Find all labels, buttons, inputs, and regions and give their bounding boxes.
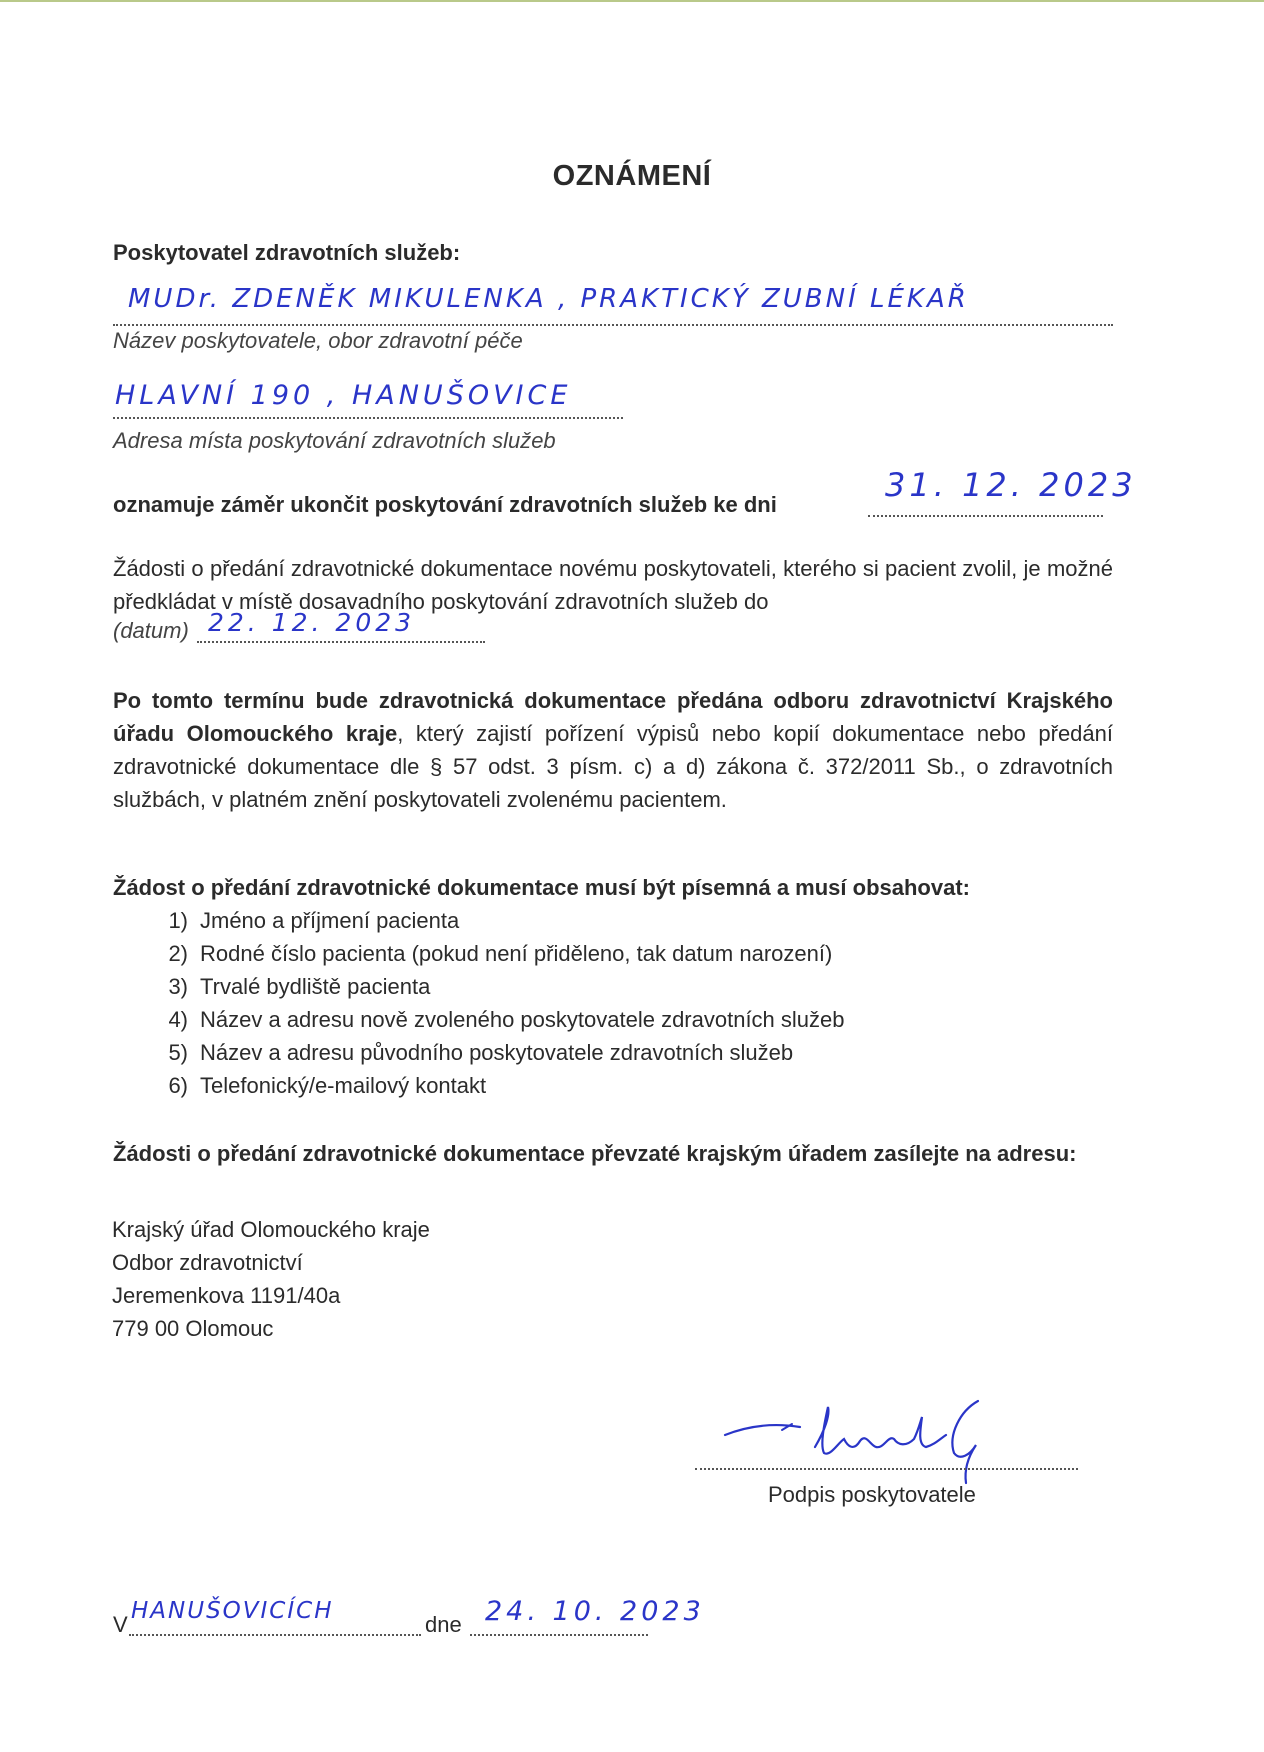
transfer-paragraph xyxy=(113,684,1113,816)
end-date-handwritten: 31. 12. 2023 xyxy=(885,466,1137,504)
list-item-text: Telefonický/e-mailový kontakt xyxy=(200,1073,487,1098)
place-prefix: V xyxy=(113,1612,128,1637)
scan-edge xyxy=(0,0,1264,2)
list-item xyxy=(148,1003,845,1036)
list-item-number: 5) xyxy=(168,1040,188,1065)
list-item-text: Název a adresu původního poskytovatele zdravotních služeb xyxy=(200,1040,794,1065)
list-item-text: Rodné číslo pacienta (pokud není přiděleno, tak datum narození) xyxy=(200,941,833,966)
place-handwritten: HANUŠOVICÍCH xyxy=(131,1598,334,1624)
list-item-number: 3) xyxy=(168,974,188,999)
signature-image xyxy=(720,1395,1060,1485)
page-title: OZNÁMENÍ xyxy=(552,160,712,192)
office-address-line: 779 00 Olomouc xyxy=(112,1316,274,1341)
signature-line xyxy=(695,1450,1078,1470)
office-address-line: Krajský úřad Olomouckého kraje xyxy=(112,1217,430,1242)
request-deadline-handwritten: 22. 12. 2023 xyxy=(208,608,416,637)
list-item xyxy=(148,904,845,937)
date-prefix: dne xyxy=(425,1612,462,1637)
provider-name-handwritten: MUDr. ZDENĚK MIKULENKA , PRAKTICKÝ ZUBNÍ LÉKAŘ xyxy=(128,284,969,314)
end-notice-label: oznamuje záměr ukončit poskytování zdravotních služeb ke dni xyxy=(113,492,777,517)
send-heading: Žádosti o předání zdravotnické dokumentace převzaté krajským úřadem zasílejte na adresu: xyxy=(113,1141,1077,1166)
list-item xyxy=(148,1069,845,1102)
list-item xyxy=(148,937,845,970)
list-item-number: 2) xyxy=(168,941,188,966)
transfer-paragraph-rest: , který zajistí pořízení výpisů nebo kopií dokumentace nebo předání zdravotnické dokumentace dle § 57 odst. 3 písm. c) a d) zákona č. 372/2011 Sb., o zdravotních službách, v platném znění poskytovateli zvolenému pacientem. xyxy=(113,721,1113,812)
requirements-heading: Žádost o předání zdravotnické dokumentace musí být písemná a musí obsahovat: xyxy=(113,875,970,900)
provider-name-caption: Název poskytovatele, obor zdravotní péče xyxy=(113,328,523,353)
address-handwritten: HLAVNÍ 190 , HANUŠOVICE xyxy=(115,380,572,411)
office-address-line: Odbor zdravotnictví xyxy=(112,1250,303,1275)
list-item-text: Jméno a příjmení pacienta xyxy=(200,908,460,933)
datum-label: (datum) xyxy=(113,618,189,643)
list-item xyxy=(148,970,845,1003)
list-item-number: 1) xyxy=(168,908,188,933)
requirements-list xyxy=(148,904,845,1102)
list-item-text: Název a adresu nově zvoleného poskytovatele zdravotních služeb xyxy=(200,1007,845,1032)
transfer-paragraph-bold: Po tomto termínu bude zdravotnická dokumentace předána odboru zdravotnictví Krajského úřadu Olomouckého kraje xyxy=(113,688,1113,746)
list-item-number: 6) xyxy=(168,1073,188,1098)
provider-heading: Poskytovatel zdravotních služeb: xyxy=(113,240,461,265)
list-item xyxy=(148,1036,845,1069)
list-item-number: 4) xyxy=(168,1007,188,1032)
office-address xyxy=(112,1213,430,1345)
address-caption: Adresa místa poskytování zdravotních služeb xyxy=(113,428,556,453)
signature-caption: Podpis poskytovatele xyxy=(768,1482,976,1507)
office-address-line: Jeremenkova 1191/40a xyxy=(112,1283,341,1308)
date-handwritten: 24. 10. 2023 xyxy=(485,1596,705,1627)
request-paragraph-text: Žádosti o předání zdravotnické dokumentace novému poskytovateli, kterého si pacient zvolil, je možné předkládat v místě dosavadního poskytování zdravotních služeb do xyxy=(113,556,1113,614)
list-item-text: Trvalé bydliště pacienta xyxy=(200,974,431,999)
